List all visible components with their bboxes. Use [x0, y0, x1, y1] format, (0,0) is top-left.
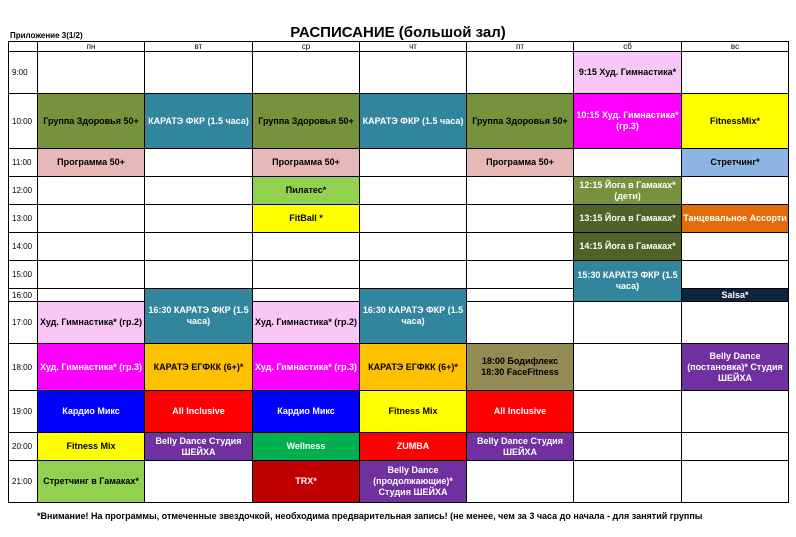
class-cell: 9:15 Худ. Гимнастика* — [574, 52, 682, 94]
row-1100 — [9, 149, 789, 177]
empty-cell — [467, 289, 574, 302]
empty-cell — [360, 205, 467, 233]
class-cell: Salsa* — [682, 289, 789, 302]
class-cell: КАРАТЭ ФКР (1.5 часа) — [145, 94, 253, 149]
empty-cell — [574, 461, 682, 503]
row-1900 — [9, 391, 789, 433]
empty-cell — [467, 461, 574, 503]
class-cell: All Inclusive — [467, 391, 574, 433]
class-cell: 15:30 КАРАТЭ ФКР (1.5 часа) — [574, 261, 682, 302]
time-label: 17:00 — [9, 302, 38, 344]
row-2100 — [9, 461, 789, 503]
empty-cell — [38, 233, 145, 261]
empty-cell — [574, 344, 682, 391]
class-cell: 10:15 Худ. Гимнастика* (гр.3) — [574, 94, 682, 149]
empty-cell — [682, 461, 789, 503]
class-cell: Wellness — [253, 433, 360, 461]
class-cell: Группа Здоровья 50+ — [253, 94, 360, 149]
empty-cell — [467, 302, 574, 344]
class-cell: 16:30 КАРАТЭ ФКР (1.5 часа) — [360, 289, 467, 344]
class-cell: КАРАТЭ ЕГФКК (6+)* — [145, 344, 253, 391]
row-1300 — [9, 205, 789, 233]
day-mon: пн — [38, 42, 145, 52]
class-cell: Fitness Mix — [38, 433, 145, 461]
empty-cell — [145, 52, 253, 94]
appendix-label: Приложение 3(1/2) — [10, 31, 83, 40]
empty-cell — [682, 177, 789, 205]
empty-cell — [682, 391, 789, 433]
corner-cell — [9, 42, 38, 52]
empty-cell — [682, 433, 789, 461]
empty-cell — [253, 289, 360, 302]
time-label: 20:00 — [9, 433, 38, 461]
class-cell: Fitness Mix — [360, 391, 467, 433]
class-cell: 12:15 Йога в Гамаках*(дети) — [574, 177, 682, 205]
empty-cell — [38, 261, 145, 289]
row-1500 — [9, 261, 789, 289]
class-cell: 16:30 КАРАТЭ ФКР (1.5 часа) — [145, 289, 253, 344]
class-cell: Стретчинг в Гамаках* — [38, 461, 145, 503]
class-line: 18:00 Бодифлекс — [481, 356, 559, 366]
empty-cell — [253, 233, 360, 261]
empty-cell — [467, 52, 574, 94]
class-cell: ZUMBA — [360, 433, 467, 461]
class-cell: Танцевальное Ассорти — [682, 205, 789, 233]
empty-cell — [38, 205, 145, 233]
empty-cell — [38, 177, 145, 205]
time-label: 15:00 — [9, 261, 38, 289]
class-cell: 14:15 Йога в Гамаках* — [574, 233, 682, 261]
empty-cell — [682, 302, 789, 344]
class-cell: Худ. Гимнастика* (гр.2) — [38, 302, 145, 344]
day-fri: пт — [467, 42, 574, 52]
page-title: РАСПИСАНИЕ (большой зал) — [290, 24, 506, 41]
empty-cell — [467, 205, 574, 233]
time-label: 11:00 — [9, 149, 38, 177]
empty-cell — [467, 261, 574, 289]
empty-cell — [682, 233, 789, 261]
empty-cell — [145, 205, 253, 233]
class-cell: Худ. Гимнастика* (гр.3) — [253, 344, 360, 391]
row-1000 — [9, 94, 789, 149]
row-0900 — [9, 52, 789, 94]
class-cell: Belly Dance (постановка)* Студия ШЕЙХА — [682, 344, 789, 391]
day-thu: чт — [360, 42, 467, 52]
empty-cell — [467, 233, 574, 261]
time-label: 19:00 — [9, 391, 38, 433]
empty-cell — [467, 177, 574, 205]
class-cell: Belly Dance (продолжающие)* Студия ШЕЙХА — [360, 461, 467, 503]
time-label: 9:00 — [9, 52, 38, 94]
empty-cell — [360, 52, 467, 94]
day-sat: сб — [574, 42, 682, 52]
empty-cell — [360, 177, 467, 205]
empty-cell — [360, 149, 467, 177]
class-cell: КАРАТЭ ЕГФКК (6+)* — [360, 344, 467, 391]
schedule-table — [8, 41, 789, 503]
empty-cell — [253, 52, 360, 94]
class-line: 18:30 FaceFitness — [481, 367, 559, 377]
class-cell: Стретчинг* — [682, 149, 789, 177]
class-cell: Belly Dance Студия ШЕЙХА — [467, 433, 574, 461]
empty-cell — [38, 289, 145, 302]
time-label: 10:00 — [9, 94, 38, 149]
class-cell: Худ. Гимнастика* (гр.3) — [38, 344, 145, 391]
row-1200 — [9, 177, 789, 205]
class-cell: Группа Здоровья 50+ — [467, 94, 574, 149]
class-cell: 13:15 Йога в Гамаках* — [574, 205, 682, 233]
empty-cell — [253, 261, 360, 289]
empty-cell — [145, 261, 253, 289]
day-tue: вт — [145, 42, 253, 52]
empty-cell — [574, 433, 682, 461]
empty-cell — [145, 177, 253, 205]
class-cell: КАРАТЭ ФКР (1.5 часа) — [360, 94, 467, 149]
empty-cell — [145, 461, 253, 503]
time-label: 12:00 — [9, 177, 38, 205]
row-2000 — [9, 433, 789, 461]
row-1400 — [9, 233, 789, 261]
empty-cell — [360, 233, 467, 261]
time-label: 14:00 — [9, 233, 38, 261]
empty-cell — [145, 149, 253, 177]
class-cell: All Inclusive — [145, 391, 253, 433]
time-label: 18:00 — [9, 344, 38, 391]
class-cell: Кардио Микс — [253, 391, 360, 433]
time-label: 13:00 — [9, 205, 38, 233]
time-label: 21:00 — [9, 461, 38, 503]
day-sun: вс — [682, 42, 789, 52]
empty-cell — [38, 52, 145, 94]
class-cell: Belly Dance Студия ШЕЙХА — [145, 433, 253, 461]
class-cell: Программа 50+ — [38, 149, 145, 177]
class-cell: Группа Здоровья 50+ — [38, 94, 145, 149]
empty-cell — [574, 149, 682, 177]
class-cell — [467, 344, 574, 391]
empty-cell — [360, 261, 467, 289]
day-header-row — [9, 42, 789, 52]
class-cell: Пилатес* — [253, 177, 360, 205]
empty-cell — [574, 391, 682, 433]
footer-note: *Внимание! На программы, отмеченные звездочкой, необходима предварительная запись! (не менее, чем за 3 часа до начала - для занятий группы — [37, 511, 703, 521]
class-cell: Кардио Микс — [38, 391, 145, 433]
class-cell: TRX* — [253, 461, 360, 503]
class-cell: Программа 50+ — [253, 149, 360, 177]
row-1800 — [9, 344, 789, 391]
time-label: 16:00 — [9, 289, 38, 302]
empty-cell — [682, 52, 789, 94]
class-cell: Худ. Гимнастика* (гр.2) — [253, 302, 360, 344]
day-wed: ср — [253, 42, 360, 52]
class-cell: FitnessMix* — [682, 94, 789, 149]
class-cell: FitBall * — [253, 205, 360, 233]
empty-cell — [682, 261, 789, 289]
empty-cell — [574, 302, 682, 344]
empty-cell — [145, 233, 253, 261]
class-cell: Программа 50+ — [467, 149, 574, 177]
